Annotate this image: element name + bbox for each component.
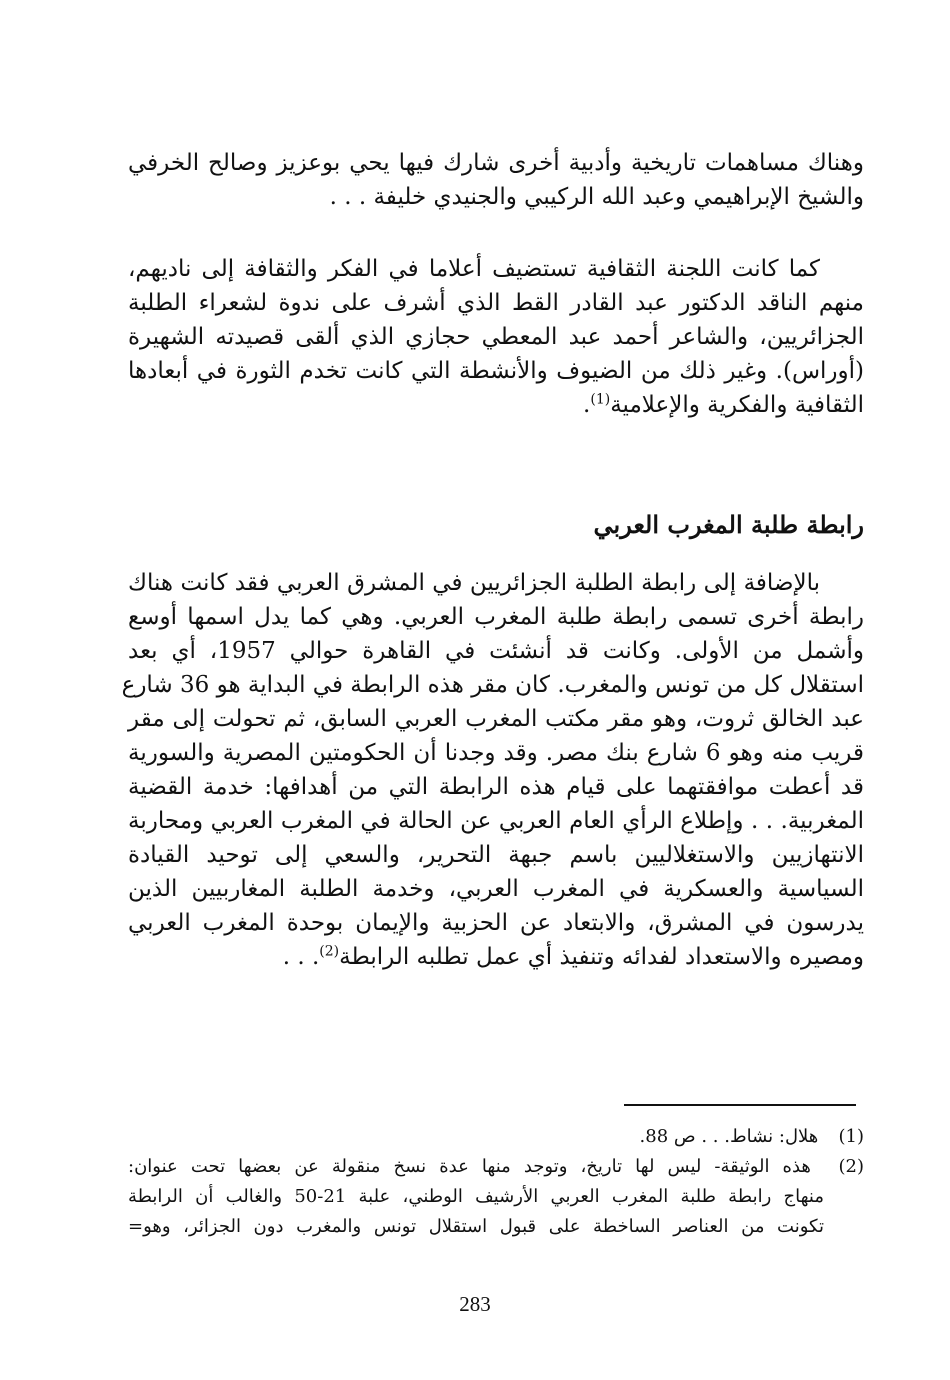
text-fragment: . xyxy=(583,392,591,418)
text-line: منهم الناقد الدكتور عبد القادر القط الذي أشرف على ندوة لشعراء الطلبة xyxy=(128,290,864,316)
text-line: الانتهازيين والاستغلاليين باسم جبهة التحرير، والسعي إلى توحيد القيادة xyxy=(128,842,864,868)
text-line: رابطة أخرى تسمى رابطة طلبة المغرب العربي. وهي كما يدل اسمها أوسع xyxy=(128,604,864,630)
text-line: كما كانت اللجنة الثقافية تستضيف أعلاما في الفكر والثقافة إلى ناديهم، xyxy=(128,256,820,282)
text-line: وأشمل من الأولى. وكانت قد أنشئت في القاهرة حوالي 1957، أي بعد xyxy=(128,638,864,664)
text-line: يدرسون في المشرق، والابتعاد عن الحزبية والإيمان بوحدة المغرب العربي xyxy=(128,910,864,936)
footnotes xyxy=(128,1122,864,1242)
text-fragment: الثقافية والفكرية والإعلامية xyxy=(610,392,864,418)
footnote-number: (1) xyxy=(838,1126,864,1147)
text-line: السياسية والعسكرية في المغرب العربي، وخدمة الطلبة المغاربيين الذين xyxy=(128,876,864,902)
text-line: المغربية. . . وإطلاع الرأي العام العربي عن الحالة في المغرب العربي ومحاربة xyxy=(128,808,864,834)
text-line: استقلال كل من تونس والمغرب. كان مقر هذه الرابطة في البداية هو 36 شارع xyxy=(121,672,864,698)
footnote-text-line: تكونت من العناصر الساخطة على قبول استقلال تونس والمغرب دون الجزائر، وهو= xyxy=(128,1216,824,1237)
footnote-reference: (2) xyxy=(319,943,340,960)
text-fragment: . . . xyxy=(282,944,320,970)
text-fragment: ومصيره والاستعداد لفدائه وتنفيذ أي عمل تطلبه الرابطة xyxy=(339,944,864,970)
page-number: 283 xyxy=(459,1292,491,1316)
text-line: عبد الخالق ثروت، وهو مقر مكتب المغرب العربي السابق، ثم تحولت إلى مقر xyxy=(128,706,864,732)
footnote-2 xyxy=(128,1152,864,1182)
paragraph-contributions xyxy=(128,146,864,214)
footnote-text-line: منهاج رابطة طلبة المغرب العربي الأرشيف الوطني، علبة 21-50 والغالب أن الرابطة xyxy=(128,1186,825,1207)
text-line: (أوراس). وغير ذلك من الضيوف والأنشطة التي كانت تخدم الثورة في أبعادها xyxy=(128,358,864,384)
text-line xyxy=(128,388,864,422)
text-line: قريب منه وهو 6 شارع بنك مصر. وقد وجدنا أن الحكومتين المصرية والسورية xyxy=(128,740,864,766)
text-line: وهناك مساهمات تاريخية وأدبية أخرى شارك فيها يحي بوعزيز وصالح الخرفي xyxy=(128,150,864,176)
text-line: الجزائريين، والشاعر أحمد عبد المعطي حجازي الذي ألقى قصيدته الشهيرة xyxy=(128,324,864,350)
footnote-text: هلال: نشاط. . . ص 88. xyxy=(639,1126,819,1147)
footnote-text: هذه الوثيقة- ليس لها تاريخ، وتوجد منها عدة نسخ منقولة عن بعضها تحت عنوان: xyxy=(128,1156,811,1177)
paragraph-cultural-committee xyxy=(128,252,864,422)
text-line: بالإضافة إلى رابطة الطلبة الجزائريين في المشرق العربي فقد كانت هناك xyxy=(128,570,820,596)
footnote-reference: (1) xyxy=(590,391,611,408)
text-line: والشيخ الإبراهيمي وعبد الله الركيبي والجنيدي خليفة . . . xyxy=(329,184,864,210)
footnote-number: (2) xyxy=(838,1156,864,1177)
footnote-1 xyxy=(128,1122,864,1152)
paragraph-maghreb-league xyxy=(121,566,864,974)
text-line xyxy=(128,940,864,974)
text-line: قد أعطت موافقتهما على قيام هذه الرابطة التي من أهدافها: خدمة القضية xyxy=(128,774,864,800)
section-heading: رابطة طلبة المغرب العربي xyxy=(593,510,864,539)
footnote-divider xyxy=(624,1104,856,1106)
